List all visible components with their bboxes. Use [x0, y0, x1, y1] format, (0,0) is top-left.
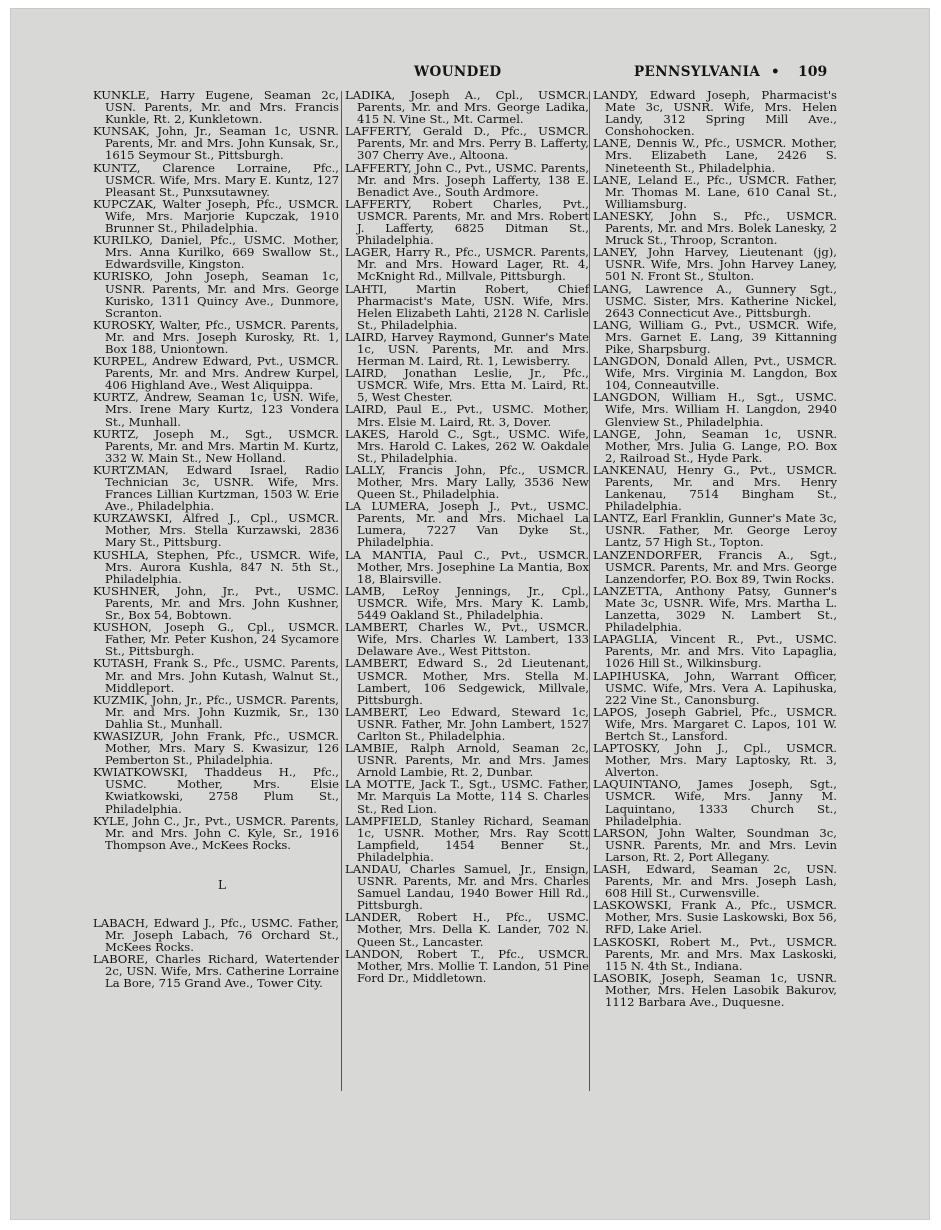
- casualty-entry: LA LUMERA, Joseph J., Pvt., USMC. Parents, Mr. and Mrs. Michael La Lumera, 7227 Van Dyke St., Philadelphia.: [345, 499, 589, 550]
- column-1: [93, 89, 339, 990]
- casualty-entry: LA MOTTE, Jack T., Sgt., USMC. Father, Mr. Marquis La Motte, 114 S. Charles St., Red Lion.: [345, 777, 589, 816]
- casualty-entry: KUNSAK, John, Jr., Seaman 1c, USNR. Parents, Mr. and Mrs. John Kunsak, Sr., 1615 Seymour St., Pittsburgh.: [93, 124, 339, 163]
- casualty-entry: LAPIHUSKA, John, Warrant Officer, USMC. Wife, Mrs. Vera A. Lapihuska, 222 Vine St., Canonsburg.: [593, 668, 837, 707]
- casualty-entry: KUTASH, Frank S., Pfc., USMC. Parents, Mr. and Mrs. John Kutash, Walnut St., Middleport.: [93, 656, 339, 695]
- section-letter: L: [218, 877, 226, 892]
- page-number: 109: [798, 64, 828, 80]
- section-title: WOUNDED: [414, 64, 502, 80]
- casualty-entry: LAMPFIELD, Stanley Richard, Seaman 1c, USNR. Mother, Mrs. Ray Scott Lampfield, 1454 Benner St., Philadelphia.: [345, 813, 589, 864]
- casualty-entry: KUSHON, Joseph G., Cpl., USMCR. Father, Mr. Peter Kushon, 24 Sycamore St., Pittsburgh.: [93, 620, 339, 659]
- casualty-entry: LAMBERT, Leo Edward, Steward 1c, USNR. Father, Mr. John Lambert, 1527 Carlton St., Philadelphia.: [345, 704, 589, 743]
- casualty-entry: KURTZ, Joseph M., Sgt., USMCR. Parents, Mr. and Mrs. Martin M. Kurtz, 332 W. Main St., New Holland.: [93, 426, 339, 465]
- casualty-entry: LAFFERTY, John C., Pvt., USMC. Parents, Mr. and Mrs. Joseph Lafferty, 138 E. Benadict Ave., South Ardmore.: [345, 160, 590, 199]
- casualty-entry: LA MANTIA, Paul C., Pvt., USMCR. Mother, Mrs. Josephine La Mantia, Box 18, Blairsville.: [345, 547, 589, 586]
- casualty-entry: KWIATKOWSKI, Thaddeus H., Pfc., USMC. Mother, Mrs. Elsie Kwiatkowski, 2758 Plum St., Philadelphia.: [93, 765, 339, 816]
- casualty-entry: LANE, Leland E., Pfc., USMCR. Father, Mr. Thomas M. Lane, 610 Canal St., Williamsburg.: [593, 172, 837, 211]
- casualty-entry: LASH, Edward, Seaman 2c, USN. Parents, Mr. and Mrs. Joseph Lash, 608 Hill St., Curwensville.: [593, 862, 837, 901]
- casualty-entry: LAPOS, Joseph Gabriel, Pfc., USMCR. Wife, Mrs. Margaret C. Lapos, 101 W. Bertch St., Lansford.: [593, 704, 837, 743]
- document-page: [10, 8, 930, 1220]
- casualty-entry: LANGDON, William H., Sgt., USMC. Wife, Mrs. William H. Langdon, 2940 Glenview St., Philadelphia.: [593, 390, 837, 429]
- casualty-entry: KUNKLE, Harry Eugene, Seaman 2c, USN. Parents, Mr. and Mrs. Francis Kunkle, Rt. 2, Kunkletown.: [93, 88, 339, 127]
- casualty-entry: LANGE, John, Seaman 1c, USNR. Mother, Mrs. Julia G. Lange, P.O. Box 2, Railroad St., Hyde Park.: [593, 426, 837, 465]
- casualty-entry: LANE, Dennis W., Pfc., USMCR. Mother, Mrs. Elizabeth Lane, 2426 S. Nineteenth St., Philadelphia.: [593, 136, 837, 175]
- page-header: [11, 64, 929, 84]
- casualty-entry: LARSON, John Walter, Soundman 3c, USNR. Parents, Mr. and Mrs. Levin Larson, Rt. 2, Port Allegany.: [593, 825, 837, 864]
- header-bullet: •: [771, 64, 780, 80]
- casualty-entry: KURTZMAN, Edward Israel, Radio Technician 3c, USNR. Wife, Mrs. Frances Lillian Kurtzman, 1503 W. Erie Ave., Philadelphia.: [93, 462, 339, 514]
- casualty-entry: LANGDON, Donald Allen, Pvt., USMCR. Wife, Mrs. Virginia M. Langdon, Box 104, Conneautville.: [593, 354, 837, 393]
- casualty-entry: LAIRD, Paul E., Pvt., USMC. Mother, Mrs. Elsie M. Laird, Rt. 3, Dover.: [345, 402, 589, 429]
- casualty-entry: LAIRD, Jonathan Leslie, Jr., Pfc., USMCR. Wife, Mrs. Etta M. Laird, Rt. 5, West Chester.: [345, 366, 589, 405]
- casualty-entry: KYLE, John C., Jr., Pvt., USMCR. Parents, Mr. and Mrs. John C. Kyle, Sr., 1916 Thompson Ave., McKees Rocks.: [93, 813, 339, 852]
- casualty-entry: LAIRD, Harvey Raymond, Gunner's Mate 1c, USN. Parents, Mr. and Mrs. Herman M. Laird, Rt. 1, Lewisberry.: [345, 329, 589, 369]
- casualty-entry: KUSHNER, John, Jr., Pvt., USMC. Parents, Mr. and Mrs. John Kushner, Sr., Box 54, Bobtown.: [93, 583, 339, 623]
- casualty-entry: LAMBIE, Ralph Arnold, Seaman 2c, USNR. Parents, Mr. and Mrs. James Arnold Lambie, Rt. 2, Dunbar.: [345, 741, 589, 780]
- casualty-entry: LABACH, Edward J., Pfc., USMC. Father, Mr. Joseph Labach, 76 Orchard St., McKees Rocks.: [93, 916, 339, 955]
- casualty-entry: KURTZ, Andrew, Seaman 1c, USN. Wife, Mrs. Irene Mary Kurtz, 123 Vondera St., Munhall.: [93, 390, 339, 429]
- casualty-entry: LAPAGLIA, Vincent R., Pvt., USMC. Parents, Mr. and Mrs. Vito Lapaglia, 1026 Hill St., Wilkinsburg.: [593, 632, 837, 671]
- casualty-entry: LALLY, Francis John, Pfc., USMCR. Mother, Mrs. Mary Lally, 3536 New Queen St., Philadelphia.: [345, 462, 589, 502]
- casualty-entry: LAMBERT, Edward S., 2d Lieutenant, USMCR. Mother, Mrs. Stella M. Lambert, 106 Sedgewick, Millvale, Pittsburgh.: [345, 656, 589, 707]
- casualty-entry: LANEY, John Harvey, Lieutenant (jg), USNR. Wife, Mrs. John Harvey Laney, 501 N. Front St., Stulton.: [593, 245, 837, 284]
- casualty-entry: LAFFERTY, Gerald D., Pfc., USMCR. Parents, Mr. and Mrs. Perry B. Lafferty, 307 Cherry Ave., Altoona.: [345, 124, 589, 163]
- casualty-entry: LANZENDORFER, Francis A., Sgt., USMCR. Parents, Mr. and Mrs. George Lanzendorfer, P.O. Box 89, Twin Rocks.: [593, 547, 837, 586]
- casualty-entry: LANDER, Robert H., Pfc., USMC. Mother, Mrs. Della K. Lander, 702 N. Queen St., Lancaster.: [345, 910, 589, 949]
- casualty-entry: LANKENAU, Henry G., Pvt., USMCR. Parents, Mr. and Mrs. Henry Lankenau, 7514 Bingham St., Philadelphia.: [593, 462, 837, 514]
- casualty-entry: KUSHLA, Stephen, Pfc., USMCR. Wife, Mrs. Aurora Kushla, 847 N. 5th St., Philadelphia.: [93, 547, 339, 586]
- casualty-entry: LANG, William G., Pvt., USMCR. Wife, Mrs. Garnet E. Lang, 39 Kittanning Pike, Sharpsburg.: [593, 317, 837, 356]
- casualty-entry: LANESKY, John S., Pfc., USMCR. Parents, Mr. and Mrs. Bolek Lanesky, 2 Mruck St., Throop, Scranton.: [593, 208, 837, 248]
- casualty-entry: KURISKO, John Joseph, Seaman 1c, USNR. Parents, Mr. and Mrs. George Kurisko, 1311 Quincy Ave., Dunmore, Scranton.: [93, 269, 339, 320]
- casualty-entry: KURZAWSKI, Alfred J., Cpl., USMCR. Mother, Mrs. Stella Kurzawski, 2836 Mary St., Pittsburg.: [93, 511, 339, 550]
- casualty-entry: KUZMIK, John, Jr., Pfc., USMCR. Parents, Mr. and Mrs. John Kuzmik, Sr., 130 Dahlia St., Munhall.: [93, 692, 339, 731]
- column-3: [593, 89, 837, 1008]
- casualty-entry: LANTZ, Earl Franklin, Gunner's Mate 3c, USNR. Father, Mr. George Leroy Lantz, 57 High St., Topton.: [593, 511, 837, 550]
- casualty-entry: LAGER, Harry R., Pfc., USMCR. Parents, Mr. and Mrs. Howard Lager, Rt. 4, McKnight Rd., Millvale, Pittsburgh.: [345, 245, 589, 284]
- casualty-entry: LANDON, Robert T., Pfc., USMCR. Mother, Mrs. Mollie T. Landon, 51 Pine Ford Dr., Middletown.: [345, 946, 589, 985]
- casualty-entry: KURILKO, Daniel, Pfc., USMC. Mother, Mrs. Anna Kurilko, 669 Swallow St., Edwardsville, Kingston.: [93, 233, 339, 272]
- casualty-entry: LABORE, Charles Richard, Watertender 2c, USN. Wife, Mrs. Catherine Lorraine La Bore, 715 Grand Ave., Tower City.: [93, 952, 339, 991]
- casualty-entry: LAMB, LeRoy Jennings, Jr., Cpl., USMCR. Wife, Mrs. Mary K. Lamb, 5449 Oakland St., Philadelphia.: [345, 583, 589, 623]
- casualty-entry: LAMBERT, Charles W., Pvt., USMCR. Wife, Mrs. Charles W. Lambert, 133 Delaware Ave., West Pittston.: [345, 620, 589, 659]
- casualty-entry: KUPCZAK, Walter Joseph, Pfc., USMCR. Wife, Mrs. Marjorie Kupczak, 1910 Brunner St., Philadelphia.: [93, 196, 339, 236]
- casualty-entry: LAPTOSKY, John J., Cpl., USMCR. Mother, Mrs. Mary Laptosky, Rt. 3, Alverton.: [593, 741, 837, 780]
- state-title: PENNSYLVANIA: [634, 64, 761, 80]
- casualty-entry: LAKES, Harold C., Sgt., USMC. Wife, Mrs. Harold C. Lakes, 262 W. Oakdale St., Philadelphia.: [345, 426, 589, 465]
- casualty-entry: LANZETTA, Anthony Patsy, Gunner's Mate 3c, USNR. Wife, Mrs. Martha L. Lanzetta, 3029 N. Lambert St., Philadelphia.: [593, 583, 837, 635]
- casualty-entry: KURPEL, Andrew Edward, Pvt., USMCR. Parents, Mr. and Mrs. Andrew Kurpel, 406 Highland Ave., West Aliquippa.: [93, 354, 339, 393]
- casualty-entry: LADIKA, Joseph A., Cpl., USMCR. Parents, Mr. and Mrs. George Ladika, 415 N. Vine St., Mt. Carmel.: [345, 88, 589, 127]
- casualty-entry: LAFFERTY, Robert Charles, Pvt., USMCR. Parents, Mr. and Mrs. Robert J. Lafferty, 6825 Ditman St., Philadelphia.: [345, 196, 589, 248]
- casualty-entry: LASOBIK, Joseph, Seaman 1c, USNR. Mother, Mrs. Helen Lasobik Bakurov, 1112 Barbara Ave., Duquesne.: [593, 970, 837, 1010]
- column-2: [345, 89, 589, 984]
- casualty-entry: LANDAU, Charles Samuel, Jr., Ensign, USNR. Parents, Mr. and Mrs. Charles Samuel Landau, 1940 Bower Hill Rd., Pittsburgh.: [345, 862, 589, 913]
- column-divider: [589, 91, 590, 1091]
- casualty-entry: KWASIZUR, John Frank, Pfc., USMCR. Mother, Mrs. Mary S. Kwasizur, 126 Pemberton St., Philadelphia.: [93, 728, 339, 768]
- column-divider: [341, 91, 342, 1091]
- casualty-entry: LAHTI, Martin Robert, Chief Pharmacist's Mate, USN. Wife, Mrs. Helen Elizabeth Lahti, 2128 N. Carlisle St., Philadelphia.: [345, 281, 589, 332]
- casualty-entry: KUROSKY, Walter, Pfc., USMCR. Parents, Mr. and Mrs. Joseph Kurosky, Rt. 1, Box 188, Uniontown.: [93, 317, 339, 356]
- casualty-entry: LASKOSKI, Robert M., Pvt., USMCR. Parents, Mr. and Mrs. Max Laskoski, 115 N. 4th St., Indiana.: [593, 934, 837, 973]
- casualty-entry: LANDY, Edward Joseph, Pharmacist's Mate 3c, USNR. Wife, Mrs. Helen Landy, 312 Spring Mill Ave., Conshohocken.: [593, 88, 837, 139]
- casualty-entry: LASKOWSKI, Frank A., Pfc., USMCR. Mother, Mrs. Susie Laskowski, Box 56, RFD, Lake Ariel.: [593, 898, 837, 937]
- casualty-entry: KUNTZ, Clarence Lorraine, Pfc., USMCR. Wife, Mrs. Mary E. Kuntz, 127 Pleasant St., Punxsutawney.: [93, 160, 339, 199]
- casualty-entry: LANG, Lawrence A., Gunnery Sgt., USMC. Sister, Mrs. Katherine Nickel, 2643 Connecticut Ave., Pittsburgh.: [593, 281, 837, 320]
- casualty-entry: LAQUINTANO, James Joseph, Sgt., USMCR. Wife, Mrs. Janny M. Laquintano, 1333 Church St., Philadelphia.: [593, 777, 837, 828]
